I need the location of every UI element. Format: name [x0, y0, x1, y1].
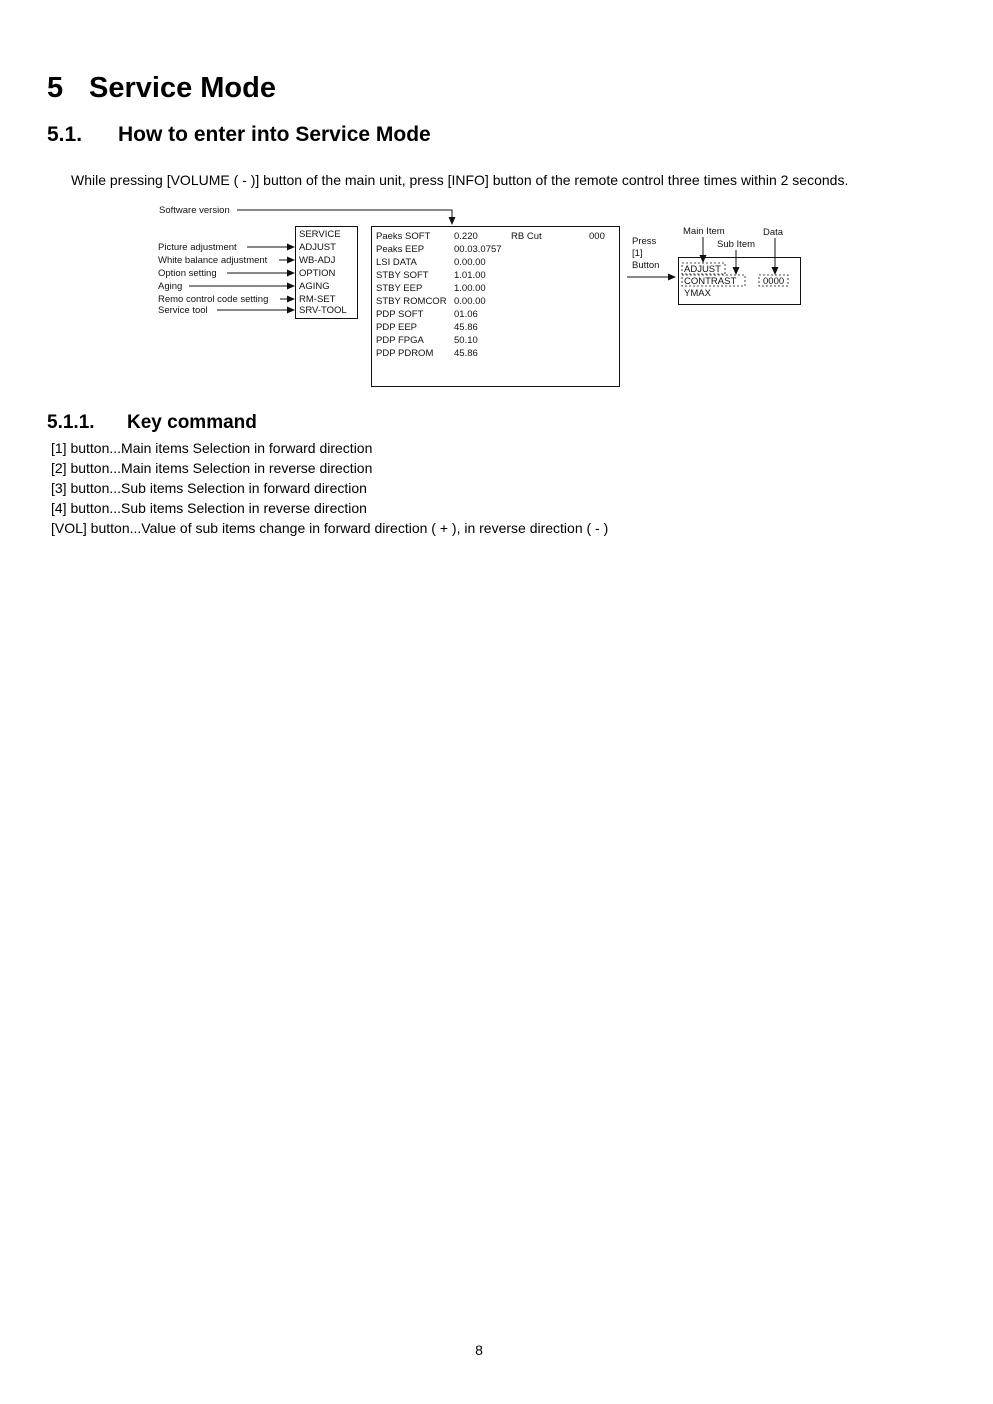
version-name-0: Paeks SOFT	[376, 231, 431, 242]
menu-item-srv-tool: SRV-TOOL	[299, 305, 347, 316]
menu-item-adjust: ADJUST	[299, 242, 336, 253]
screen-sub-item: CONTRAST	[684, 276, 737, 287]
software-version-arrow	[237, 210, 452, 224]
page-number: 8	[475, 1342, 483, 1358]
rb-cut-value: 000	[589, 231, 605, 242]
version-value-3: 1.01.00	[454, 270, 486, 281]
version-value-7: 45.86	[454, 322, 478, 333]
screen-data-value: 0000	[763, 276, 785, 287]
label-white-balance: White balance adjustment	[158, 255, 268, 266]
key-command-3: [3] button...Sub items Selection in forward direction	[51, 480, 367, 496]
press-label-line1: Press	[632, 236, 657, 247]
label-aging: Aging	[158, 281, 183, 292]
menu-item-wb-adj: WB-ADJ	[299, 255, 336, 266]
subsection-number: 5.1.	[47, 123, 83, 146]
version-value-4: 1.00.00	[454, 283, 486, 294]
screen-main-item: ADJUST	[684, 264, 721, 275]
label-remo-control: Remo control code setting	[158, 294, 269, 305]
key-command-2: [2] button...Main items Selection in reverse direction	[51, 460, 373, 476]
menu-item-rm-set: RM-SET	[299, 294, 336, 305]
version-name-4: STBY EEP	[376, 283, 423, 294]
press-label-line2: [1]	[632, 248, 643, 259]
version-value-9: 45.86	[454, 348, 478, 359]
section-title: Service Mode	[89, 72, 276, 104]
section-number: 5	[47, 72, 64, 104]
version-name-9: PDP PDROM	[376, 348, 434, 359]
key-command-vol: [VOL] button...Value of sub items change in forward direction ( + ), in reverse direction ( - )	[51, 520, 609, 536]
key-command-1: [1] button...Main items Selection in forward direction	[51, 440, 373, 456]
subsubsection-title: Key command	[127, 412, 257, 433]
service-mode-diagram	[0, 0, 993, 400]
label-picture-adjustment: Picture adjustment	[158, 242, 237, 253]
version-name-7: PDP EEP	[376, 322, 418, 333]
version-value-2: 0.00.00	[454, 257, 486, 268]
main-item-label: Main Item	[683, 226, 725, 237]
key-command-4: [4] button...Sub items Selection in reverse direction	[51, 500, 367, 516]
version-name-3: STBY SOFT	[376, 270, 429, 281]
label-service-tool: Service tool	[158, 305, 208, 316]
version-name-6: PDP SOFT	[376, 309, 424, 320]
version-value-5: 0.00.00	[454, 296, 486, 307]
version-name-5: STBY ROMCOR	[376, 296, 447, 307]
data-label: Data	[763, 227, 784, 238]
press-label-line3: Button	[632, 260, 660, 271]
software-version-label: Software version	[159, 205, 230, 216]
version-value-8: 50.10	[454, 335, 478, 346]
version-value-6: 01.06	[454, 309, 478, 320]
screen-next-item: YMAX	[684, 288, 711, 299]
sub-item-label: Sub Item	[717, 239, 756, 250]
menu-item-service: SERVICE	[299, 229, 341, 240]
menu-item-aging: AGING	[299, 281, 330, 292]
subsubsection-heading	[47, 412, 257, 434]
label-option-setting: Option setting	[158, 268, 217, 279]
version-name-8: PDP FPGA	[376, 335, 424, 346]
version-value-0: 0.220	[454, 231, 478, 242]
version-name-2: LSI DATA	[376, 257, 417, 268]
subsection-title: How to enter into Service Mode	[118, 123, 431, 146]
version-value-1: 00.03.0757	[454, 244, 502, 255]
subsubsection-number: 5.1.1.	[47, 412, 95, 433]
rb-cut-label: RB Cut	[511, 231, 542, 242]
menu-item-option: OPTION	[299, 268, 336, 279]
version-name-1: Peaks EEP	[376, 244, 425, 255]
intro-paragraph: While pressing [VOLUME ( - )] button of the main unit, press [INFO] button of the remote control three times within 2 seconds.	[71, 172, 849, 188]
